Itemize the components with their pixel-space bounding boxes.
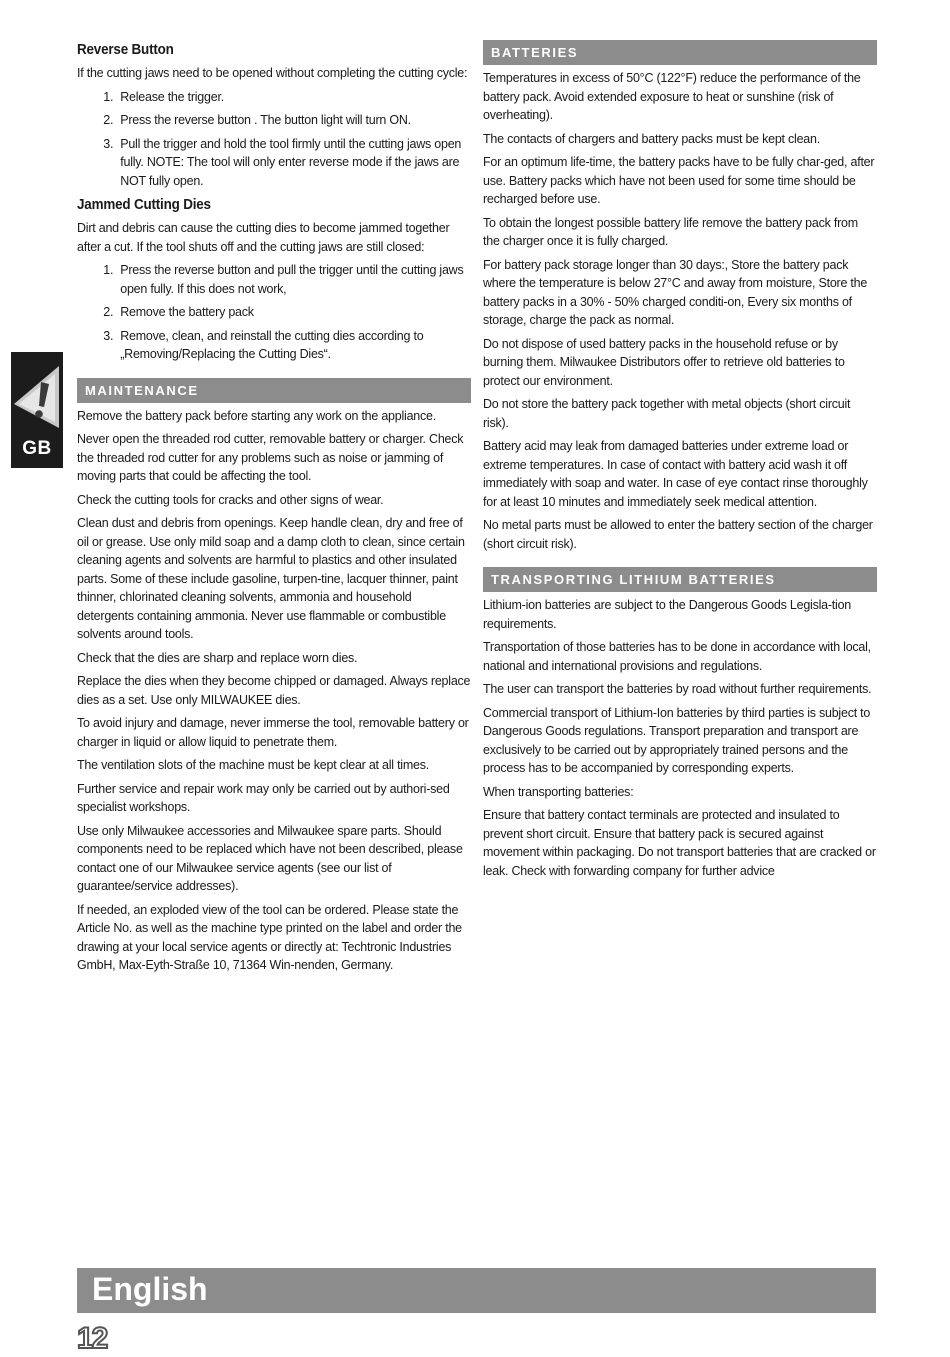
batteries-paragraph: To obtain the longest possible battery life remove the battery pack from the charger once it is fully charged. bbox=[483, 214, 858, 248]
maintenance-paragraph: To avoid injury and damage, never immerse the tool, removable battery or charger in liquid or allow liquid to penetrate them. bbox=[77, 715, 469, 749]
batteries-paragraph: Temperatures in excess of 50°C (122°F) reduce the performance of the battery pack. Avoid extended exposure to heat or sunshine (risk of overheating). bbox=[483, 70, 861, 122]
language-code: GB bbox=[22, 438, 52, 459]
transport-paragraph: Lithium-ion batteries are subject to the Dangerous Goods Legisla-tion requirements. bbox=[483, 597, 852, 631]
maintenance-paragraph: Check that the dies are sharp and replace worn dies. bbox=[77, 649, 358, 665]
jammed-step: 2. Remove the battery pack bbox=[116, 303, 470, 322]
language-side-tab bbox=[11, 352, 63, 468]
reverse-step: 1. Release the trigger. bbox=[116, 88, 470, 107]
language-footer-bar bbox=[77, 1268, 876, 1313]
reverse-button-heading: Reverse Button bbox=[77, 42, 174, 58]
batteries-paragraph: For an optimum life-time, the battery packs have to be fully char-ged, after use. Battery packs which have not been used for some time should be recharged before use. bbox=[483, 154, 875, 206]
batteries-paragraph: No metal parts must be allowed to enter the battery section of the charger (short circuit risk). bbox=[483, 517, 873, 551]
batteries-paragraph: Do not dispose of used battery packs in the household refuse or by burning them. Milwaukee Distributors offer to retrieve old batteries to protect our environment. bbox=[483, 335, 845, 388]
maintenance-paragraph: Replace the dies when they become chipped or damaged. Always replace dies as a set. Use only MILWAUKEE dies. bbox=[77, 673, 471, 707]
maintenance-paragraph: Check the cutting tools for cracks and other signs of wear. bbox=[77, 491, 384, 507]
batteries-section-header: BATTERIES bbox=[483, 40, 877, 65]
language-label: English bbox=[92, 1271, 208, 1307]
maintenance-paragraph: Use only Milwaukee accessories and Milwaukee spare parts. Should components need to be replaced which have not been described, please contact one of our Milwaukee service agents (see our list of guarantee/service addresses). bbox=[77, 822, 463, 893]
transport-paragraph: When transporting batteries: bbox=[483, 783, 634, 799]
transport-paragraph: Transportation of those batteries has to be done in accordance with local, national and international provisions and regulations. bbox=[483, 639, 871, 673]
batteries-paragraph: The contacts of chargers and battery packs must be kept clean. bbox=[483, 130, 820, 146]
reverse-intro: If the cutting jaws need to be opened without completing the cutting cycle: bbox=[77, 65, 468, 80]
batteries-paragraph: For battery pack storage longer than 30 days:, Store the battery pack where the temperature is below 27°C and away from moisture, Store the battery packs in a 30% - 50% charged conditi-on, Every six months of storage, charge the pack as normal. bbox=[483, 256, 868, 327]
maintenance-paragraph: The ventilation slots of the machine must be kept clear at all times. bbox=[77, 757, 430, 772]
maintenance-paragraph: Remove the battery pack before starting any work on the appliance. bbox=[77, 407, 436, 423]
maintenance-paragraph: If needed, an exploded view of the tool can be ordered. Please state the Article No. as well as the machine type printed on the label and order the drawing at your local service agents or directly at: Techtronic Industries GmbH, Max-Eyth-Straße 10, 71364 Win-nenden, Germany. bbox=[77, 901, 462, 972]
reverse-step: 3. Pull the trigger and hold the tool firmly until the cutting jaws open fully. NOTE: The tool will only enter reverse mode if the jaws are NOT fully open. bbox=[116, 135, 470, 191]
batteries-paragraph: Battery acid may leak from damaged batteries under extreme load or extreme temperatures. In case of contact with battery acid wash it off immediately with soap and water. In case of eye contact rinse thoroughly for at least 10 minutes and immediately seek medical attention. bbox=[483, 438, 868, 509]
maintenance-section-header: MAINTENANCE bbox=[77, 378, 471, 403]
transport-paragraph: Commercial transport of Lithium-Ion batteries by third parties is subject to Dangerous Goods regulations. Transport preparation and transport are exclusively to be carried out by appropriately trained persons and the process has to be accompanied by corresponding experts. bbox=[483, 704, 871, 775]
batteries-paragraph: Do not store the battery pack together with metal objects (short circuit risk). bbox=[483, 396, 851, 430]
jammed-steps-list bbox=[77, 261, 471, 364]
warning-triangle-icon bbox=[11, 352, 63, 432]
left-column bbox=[77, 40, 471, 980]
jammed-intro: Dirt and debris can cause the cutting dies to become jammed together after a cut. If the tool shuts off and the cutting jaws are still closed: bbox=[77, 220, 450, 254]
jammed-step: 3. Remove, clean, and reinstall the cutting dies according to „Removing/Replacing the Cutting Dies“. bbox=[116, 327, 470, 364]
maintenance-paragraph: Clean dust and debris from openings. Keep handle clean, dry and free of oil or grease. Use only mild soap and a damp cloth to clean, since certain cleaning agents and solvents are harmful to plastics and other insulated parts. Some of these include gasoline, turpen-tine, lacquer thinner, paint thinner, chlorinated cleaning solvents, ammonia and household detergents containing ammonia. Never use flammable or combustible solvents around tools. bbox=[77, 515, 465, 641]
reverse-steps-list bbox=[77, 88, 471, 191]
maintenance-paragraph: Further service and repair work may only be carried out by authori-sed specialist workshops. bbox=[77, 780, 450, 814]
jammed-dies-heading: Jammed Cutting Dies bbox=[77, 197, 211, 213]
transport-section-header: TRANSPORTING LITHIUM BATTERIES bbox=[483, 567, 877, 592]
right-column bbox=[483, 40, 877, 885]
jammed-step: 1. Press the reverse button and pull the trigger until the cutting jaws open fully. If this does not work, bbox=[116, 261, 470, 298]
maintenance-paragraph: Never open the threaded rod cutter, removable battery or charger. Check the threaded rod cutter for any problems such as noise or jamming of moving parts that could be affecting the tool. bbox=[77, 431, 464, 483]
page-number: 12 bbox=[77, 1322, 107, 1355]
transport-paragraph: The user can transport the batteries by road without further requirements. bbox=[483, 681, 872, 696]
transport-paragraph: Ensure that battery contact terminals are protected and insulated to prevent short circuit. Ensure that battery pack is secured against movement within packaging. Do not transport batteries that are cracked or leak. Check with forwarding company for further advice bbox=[483, 807, 876, 878]
reverse-step: 2. Press the reverse button . The button light will turn ON. bbox=[116, 111, 470, 130]
